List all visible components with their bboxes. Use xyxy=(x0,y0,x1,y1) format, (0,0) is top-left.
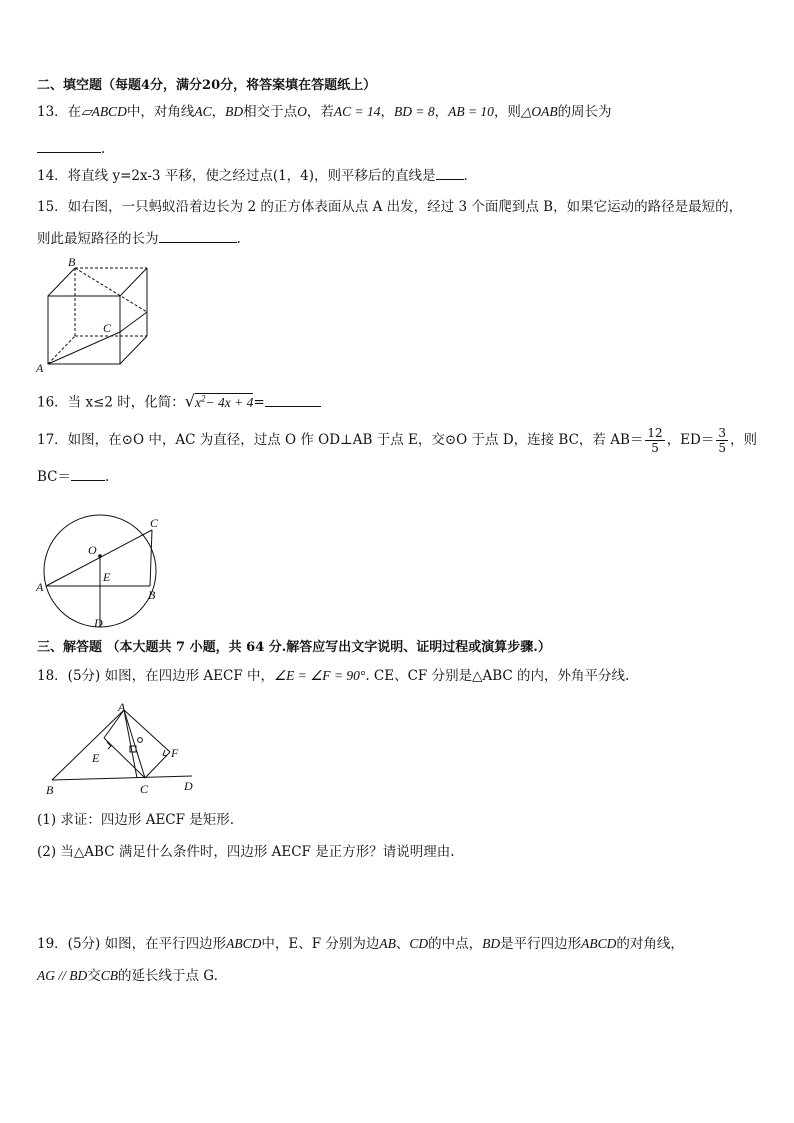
q19-abcd: ABCD xyxy=(226,936,262,951)
q16-equals: = xyxy=(253,394,265,411)
question-14 xyxy=(37,165,468,186)
q18-text: . CE、CF 分别是△ABC 的内，外角平分线. xyxy=(365,668,630,684)
circle-figure xyxy=(32,512,172,630)
q16-radicand-exponent: 2 xyxy=(200,393,206,403)
q15-text: 则此最短路径的长为 xyxy=(37,231,159,247)
q19-cb: CB xyxy=(100,968,119,983)
circle-label-b: B xyxy=(148,588,156,602)
circle-label-e: E xyxy=(103,570,111,584)
q13-answer-blank[interactable] xyxy=(37,138,101,153)
q13-answer xyxy=(37,138,105,159)
cube-figure xyxy=(30,252,160,374)
q16-radicand xyxy=(195,393,253,410)
q13-o: O xyxy=(297,104,307,119)
q13-prefix: 13．在 xyxy=(37,104,82,120)
section-3-title: 三、解答题 （本大题共 7 小题，共 64 分.解答应写出文字说明、证明过程或演算步骤.） xyxy=(37,640,551,655)
q14-end: . xyxy=(463,168,468,184)
question-18-part-1: (1) 求证：四边形 AECF 是矩形. xyxy=(37,812,235,828)
q13-ac: AC xyxy=(194,104,212,119)
q13-text: 相交于点 xyxy=(243,104,298,120)
q17-text: BC＝ xyxy=(37,469,72,485)
question-18-part-2: (2) 当△ABC 满足什么条件时，四边形 AECF 是正方形？请说明理由. xyxy=(37,844,455,860)
circle-label-d: D xyxy=(94,616,103,630)
q16-answer-blank[interactable] xyxy=(265,392,321,407)
question-19-line-1 xyxy=(37,934,684,954)
q13-eq-ac: AC = 14 xyxy=(333,104,381,119)
circle-label-c: C xyxy=(150,516,159,530)
q13-text: ， xyxy=(380,104,394,120)
quad-label-d: D xyxy=(184,779,193,793)
section-2-title: 二、填空题（每题4分，满分20分，将答案填在答题纸上） xyxy=(37,78,377,93)
q19-parallel-relation: AG // BD xyxy=(37,968,88,983)
q17-fraction-ab xyxy=(645,426,664,455)
q19-text: 交 xyxy=(87,968,101,984)
q19-cd: CD xyxy=(409,936,429,951)
question-15-line-1: 15．如右图，一只蚂蚁沿着边长为 2 的正方体表面从点 A 出发，经过 3 个面爬到点 B，如果它运动的路径是最短的， xyxy=(37,199,743,215)
quadrilateral-figure xyxy=(40,700,200,798)
q17-text: 17．如图，在⊙O 中，AC 为直径，过点 O 作 OD⊥AB 于点 E，交⊙O 于点 D，连接 BC，若 AB＝ xyxy=(37,432,644,448)
q13-text: ，则 xyxy=(493,104,521,120)
q16-radicand-x: x xyxy=(194,394,201,410)
q19-text: 、 xyxy=(395,936,410,952)
q17-end: . xyxy=(105,469,110,485)
q15-answer-blank[interactable] xyxy=(159,228,237,243)
q13-text: 的周长为 xyxy=(557,104,612,120)
q19-text: 的延长线于点 G. xyxy=(118,968,218,984)
q19-bd: BD xyxy=(482,936,501,951)
q19-text: 是平行四边形 xyxy=(500,936,582,952)
question-17-line-2 xyxy=(37,466,109,487)
q13-end: . xyxy=(101,141,106,157)
quad-label-a: A xyxy=(118,700,126,714)
q14-text: 14．将直线 y=2x-3 平移，使之经过点(1，4)，则平移后的直线是 xyxy=(37,168,436,184)
q17-answer-blank[interactable] xyxy=(71,466,105,481)
question-18 xyxy=(37,666,629,686)
question-17-line-1 xyxy=(37,423,757,457)
circle-label-o: O xyxy=(88,543,97,557)
fraction-numerator: 12 xyxy=(647,426,663,440)
quad-label-b: B xyxy=(46,783,54,797)
q17-text: ，则 xyxy=(730,432,758,448)
q13-eq-bd: BD = 8 xyxy=(393,104,435,119)
fraction-denominator: 5 xyxy=(718,441,727,455)
question-13 xyxy=(37,102,612,122)
q17-fraction-ed xyxy=(716,426,728,455)
cube-label-c: C xyxy=(103,321,112,335)
q13-text: 中，对角线 xyxy=(126,104,195,120)
q13-triangle: △OAB xyxy=(520,104,558,119)
q19-text: 中，E、F 分别为边 xyxy=(261,936,380,952)
cube-label-a: A xyxy=(36,361,44,374)
q13-bd: BD xyxy=(225,104,244,119)
q18-angle-condition: ∠E = ∠F = 90° xyxy=(273,668,366,683)
question-16 xyxy=(37,388,321,413)
q13-eq-ab: AB = 10 xyxy=(448,104,494,119)
q17-text: ，ED＝ xyxy=(666,432,715,448)
q18-text: 18．(5分) 如图，在四边形 AECF 中， xyxy=(37,668,274,684)
q15-end: . xyxy=(236,231,241,247)
question-19-line-2 xyxy=(37,966,218,986)
q19-text: 的中点， xyxy=(428,936,483,952)
fraction-denominator: 5 xyxy=(651,441,659,455)
quad-label-f: F xyxy=(171,746,179,760)
fraction-numerator: 3 xyxy=(718,426,727,440)
quad-label-e: E xyxy=(92,751,100,765)
q19-ab: AB xyxy=(379,936,396,951)
quad-label-c: C xyxy=(140,782,149,796)
q19-abcd: ABCD xyxy=(581,936,617,951)
q13-parallelogram: ▱ABCD xyxy=(81,104,127,119)
q13-text: ， xyxy=(434,104,449,120)
q16-radicand-rest: − 4x + 4 xyxy=(205,394,254,410)
circle-label-a: A xyxy=(36,580,44,594)
q16-text: 16．当 x≤2 时，化简： xyxy=(37,394,185,411)
question-15-line-2 xyxy=(37,228,241,249)
q14-answer-blank[interactable] xyxy=(436,165,464,180)
q19-text: 的对角线， xyxy=(616,936,684,952)
cube-label-b: B xyxy=(68,255,76,269)
q19-text: 19．(5分) 如图，在平行四边形 xyxy=(37,936,227,952)
q13-text: ， xyxy=(211,104,226,120)
q13-text: ，若 xyxy=(306,104,334,120)
sqrt-symbol: √ xyxy=(184,391,195,411)
